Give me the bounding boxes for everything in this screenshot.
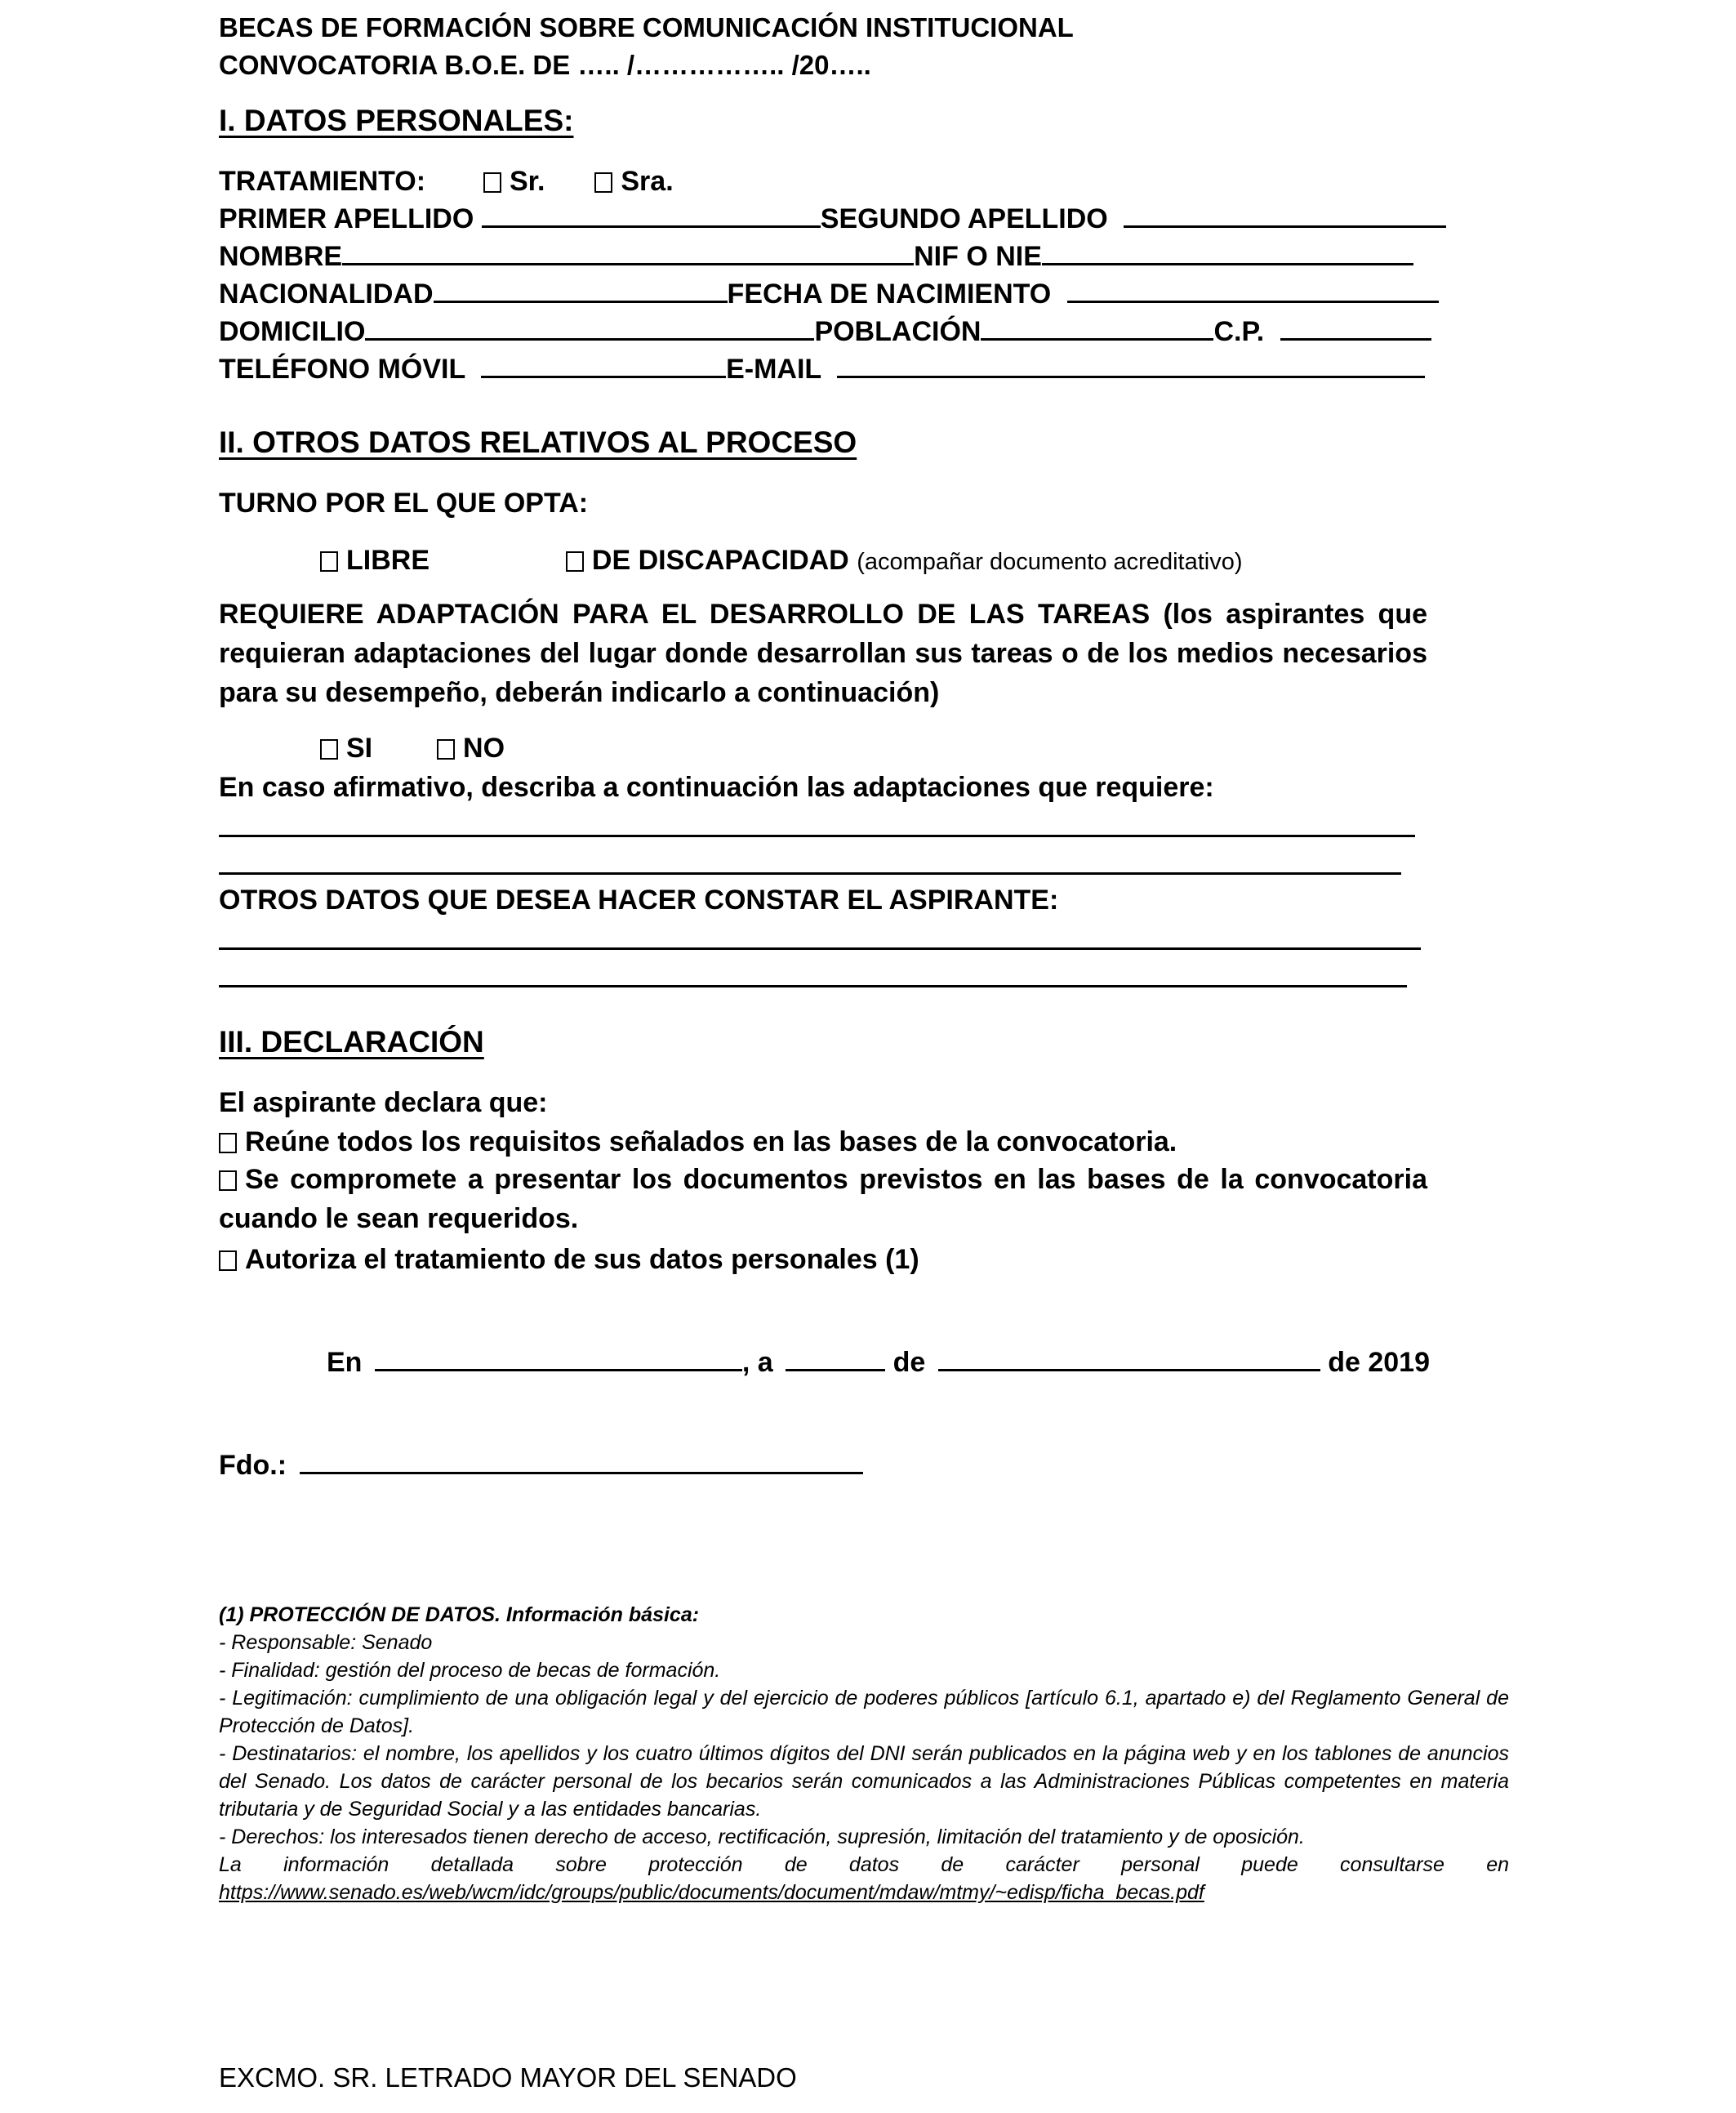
domicilio-label: DOMICILIO	[219, 316, 366, 347]
libre-label: LIBRE	[346, 545, 430, 576]
cp-field[interactable]	[1280, 314, 1431, 341]
domicilio-field[interactable]	[365, 314, 814, 341]
form-title: BECAS DE FORMACIÓN SOBRE COMUNICACIÓN INSTITUCIONAL	[219, 12, 1074, 42]
declaracion-item-2	[219, 1160, 1427, 1238]
primer-apellido-label: PRIMER APELLIDO	[219, 203, 474, 234]
telefono-field[interactable]	[481, 351, 726, 378]
firma-field[interactable]	[300, 1447, 863, 1474]
afirmativo-label: En caso afirmativo, describa a continuación las adaptaciones que requiere:	[219, 772, 1214, 803]
datos-personales-label: Autoriza el tratamiento de sus datos personales (1)	[245, 1244, 919, 1275]
requisitos-label: Reúne todos los requisitos señalados en las bases de la convocatoria.	[245, 1126, 1177, 1157]
lugar-field[interactable]	[375, 1344, 742, 1371]
email-label: E-MAIL	[726, 354, 821, 385]
section-1-title: I. DATOS PERSONALES:	[219, 104, 574, 137]
nombre-field[interactable]	[342, 238, 914, 265]
sra-checkbox[interactable]	[594, 172, 612, 193]
discapacidad-checkbox[interactable]	[566, 551, 584, 572]
addressee: EXCMO. SR. LETRADO MAYOR DEL SENADO	[219, 2062, 797, 2093]
convocatoria-line: CONVOCATORIA B.O.E. DE ….. /…………….. /20…..	[219, 50, 871, 80]
a-label: , a	[741, 1347, 773, 1378]
footnote-legitimacion: - Legitimación: cumplimiento de una obligación legal y del ejercicio de poderes públicos [artículo 6.1, apartado e) del Reglamento General de Protección de Datos].	[219, 1687, 1509, 1737]
turno-options	[320, 542, 1243, 580]
mes-field[interactable]	[938, 1344, 1320, 1371]
dia-field[interactable]	[786, 1344, 885, 1371]
poblacion-field[interactable]	[981, 314, 1213, 341]
year-label: de 2019	[1328, 1347, 1430, 1378]
declara-intro: El aspirante declara que:	[219, 1087, 548, 1118]
segundo-apellido-label: SEGUNDO APELLIDO	[820, 203, 1108, 234]
turno-label: TURNO POR EL QUE OPTA:	[219, 488, 589, 519]
nif-label: NIF O NIE	[914, 241, 1042, 272]
section-2-title: II. OTROS DATOS RELATIVOS AL PROCESO	[219, 426, 857, 459]
adaptaciones-line-1[interactable]	[219, 835, 1415, 837]
section-3-title: III. DECLARACIÓN	[219, 1025, 484, 1059]
no-checkbox[interactable]	[437, 739, 455, 760]
libre-checkbox[interactable]	[320, 551, 338, 572]
nif-field[interactable]	[1042, 238, 1413, 265]
requisitos-checkbox[interactable]	[219, 1133, 237, 1153]
email-field[interactable]	[837, 351, 1425, 378]
discapacidad-label: DE DISCAPACIDAD	[591, 545, 849, 576]
declaracion-item-3	[219, 1241, 919, 1277]
discapacidad-note: (acompañar documento acreditativo)	[857, 549, 1243, 575]
telefono-label: TELÉFONO MÓVIL	[219, 354, 465, 385]
footnote-destinatarios: - Destinatarios: el nombre, los apellidos y los cuatro últimos dígitos del DNI serán publicados en la página web y en los tablones de anuncios del Senado. Los datos de carácter personal de los becarios serán comunicados a las Administraciones Públicas competentes en materia tributaria y de Seguridad Social y a las entidades bancarias.	[219, 1742, 1509, 1821]
tratamiento-label: TRATAMIENTO:	[219, 166, 426, 197]
fecha-nacimiento-field[interactable]	[1067, 276, 1439, 303]
sr-checkbox[interactable]	[483, 172, 501, 193]
nacionalidad-field[interactable]	[434, 276, 728, 303]
footnote-responsable: - Responsable: Senado	[219, 1631, 433, 1654]
de-label: de	[892, 1347, 926, 1378]
footnote-info: La información detallada sobre protección de datos de carácter personal puede consultarse en	[219, 1853, 1509, 1876]
documentos-label: Se compromete a presentar los documentos previstos en las bases de la convocatoria cuando le sean requeridos.	[219, 1164, 1427, 1234]
footnote-derechos: - Derechos: los interesados tienen derecho de acceso, rectificación, supresión, limitación del tratamiento y de oposición.	[219, 1825, 1305, 1848]
datos-personales-checkbox[interactable]	[219, 1250, 237, 1271]
tratamiento-row	[219, 163, 674, 199]
no-label: NO	[463, 733, 505, 764]
documentos-checkbox[interactable]	[219, 1170, 237, 1191]
otros-datos-label: OTROS DATOS QUE DESEA HACER CONSTAR EL ASPIRANTE:	[219, 885, 1059, 916]
otros-datos-line-1[interactable]	[219, 947, 1421, 950]
sr-label: Sr.	[509, 166, 545, 197]
poblacion-label: POBLACIÓN	[814, 316, 982, 347]
nacionalidad-row	[219, 276, 1439, 312]
segundo-apellido-field[interactable]	[1124, 201, 1446, 228]
footnote-finalidad: - Finalidad: gestión del proceso de becas de formación.	[219, 1659, 721, 1682]
si-checkbox[interactable]	[320, 739, 338, 760]
fecha-nacimiento-label: FECHA DE NACIMIENTO	[727, 279, 1052, 310]
telefono-row	[219, 351, 1425, 387]
footnote-title: (1) PROTECCIÓN DE DATOS. Información básica:	[219, 1603, 700, 1626]
apellidos-row	[219, 201, 1446, 237]
lugar-fecha-row	[327, 1344, 1430, 1380]
cp-label: C.P.	[1213, 316, 1265, 347]
en-label: En	[327, 1347, 363, 1378]
nacionalidad-label: NACIONALIDAD	[219, 279, 434, 310]
otros-datos-line-2[interactable]	[219, 985, 1407, 987]
footnote-url-link[interactable]: https://www.senado.es/web/wcm/idc/groups/public/documents/document/mdaw/mtmy/~edisp/ficha_becas.pdf	[219, 1881, 1204, 1904]
fdo-label: Fdo.:	[219, 1450, 287, 1481]
adaptacion-options	[320, 730, 505, 766]
declaracion-item-1	[219, 1124, 1177, 1160]
nombre-label: NOMBRE	[219, 241, 343, 272]
si-label: SI	[346, 733, 373, 764]
domicilio-row	[219, 314, 1431, 350]
proteccion-datos-footnote	[219, 1601, 1509, 1906]
firma-row	[219, 1447, 863, 1483]
sra-label: Sra.	[621, 166, 674, 197]
adaptacion-text: REQUIERE ADAPTACIÓN PARA EL DESARROLLO DE LAS TAREAS (los aspirantes que requieran adaptaciones del lugar donde desarrollan sus tareas o de los medios necesarios para su desempeño, deberán indicarlo a continuación)	[219, 599, 1427, 708]
adaptaciones-line-2[interactable]	[219, 872, 1401, 875]
nombre-row	[219, 238, 1413, 274]
primer-apellido-field[interactable]	[482, 201, 821, 228]
